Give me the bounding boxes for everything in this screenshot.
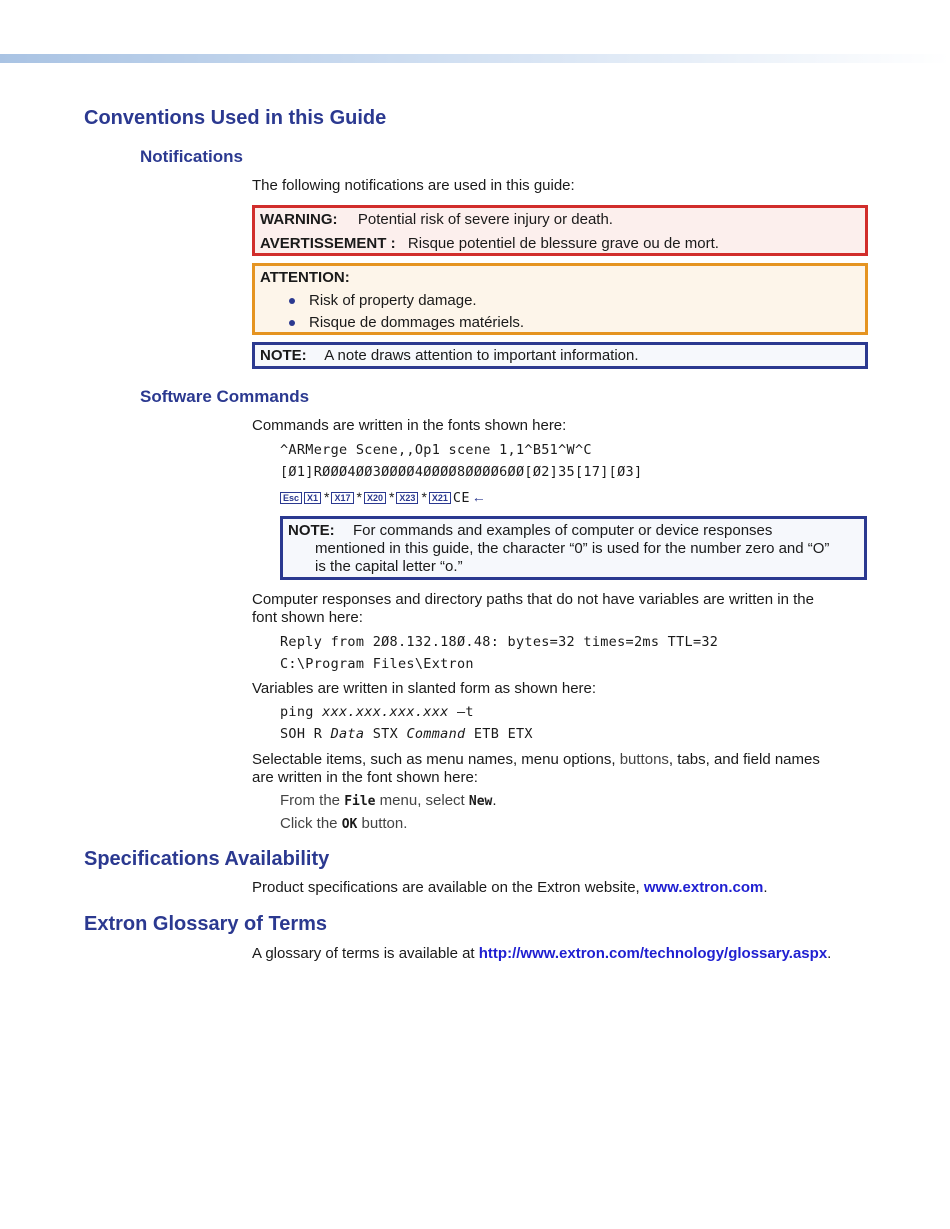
enter-arrow-icon: ← [471,489,486,505]
avertissement-label: AVERTISSEMENT : [260,235,396,252]
note-label: NOTE: [260,347,307,364]
warning-box [252,205,868,256]
key-x17: X17 [331,492,353,504]
note-text: A note draws attention to important information. [324,347,639,364]
var1-part-a: ping [280,704,323,720]
from-part-e: . [492,792,497,809]
attention-box [252,263,868,335]
commands-intro: Commands are written in the fonts shown here: [252,417,567,434]
var2-data: Data [330,726,365,742]
new-menu-option: New [468,794,493,809]
note-box [252,342,868,369]
attention-item-1: Risk of property damage. [309,292,477,309]
variable-example-2 [280,726,533,742]
command-note-line-1: For commands and examples of computer or device responses [353,522,773,539]
avertissement-text: Risque potentiel de blessure grave ou de mort. [407,235,719,252]
file-menu-name: File [344,794,376,809]
warning-text: Potential risk of severe injury or death. [357,211,613,228]
heading-specifications: Specifications Availability [84,848,330,870]
command-note-line-3: is the capital letter “o.” [315,558,463,575]
click-part-a: Click the [280,815,342,832]
bullet-icon [289,298,295,304]
specs-end: . [763,879,768,896]
key-x23: X23 [396,492,418,504]
var1-part-c: —t [448,704,474,720]
responses-intro-line-1: Computer responses and directory paths that do not have variables are written in the [252,591,814,608]
ok-button-name: OK [341,817,358,832]
heading-conventions: Conventions Used in this Guide [84,107,387,129]
glossary-intro: A glossary of terms is available at [252,945,479,962]
asterisk: * [388,489,395,505]
notifications-intro: The following notifications are used in this guide: [252,177,575,194]
glossary-end: . [827,945,832,962]
select-part-a: Selectable items, such as menu names, menu options, [252,751,620,768]
bullet-icon [289,320,295,326]
var2-part-e: ETB ETX [465,726,533,742]
selectable-intro-line-1 [252,751,820,769]
command-example-1: ^ARMerge Scene,,Op1 scene 1,1^B51^W^C [280,442,592,458]
header-gradient-bar [0,54,950,63]
variable-example-1 [280,704,474,720]
selectable-intro-line-2: are written in the font shown here: [252,769,478,786]
command-note-box [280,516,867,580]
heading-software-commands: Software Commands [140,387,310,406]
var2-part-a: SOH R [280,726,331,742]
var2-command: Command [406,726,466,742]
command-example-2: [Ø1]RØØØ4ØØ3ØØØØ4ØØØØ8ØØØØ6ØØ[Ø2]35[17][Ø3] [280,464,643,480]
path-example: C:\Program Files\Extron [280,656,474,672]
extron-website-link[interactable]: www.extron.com [643,879,764,896]
warning-label: WARNING: [260,211,338,228]
variables-intro: Variables are written in slanted form as shown here: [252,680,597,697]
glossary-text [252,945,831,963]
from-part-c: menu, select [375,792,469,809]
heading-glossary: Extron Glossary of Terms [84,913,328,935]
from-part-a: From the [280,792,345,809]
glossary-link[interactable]: http://www.extron.com/technology/glossary.aspx [478,945,828,962]
specs-text: Product specifications are available on the Extron website, [252,879,644,896]
select-part-c: , tabs, and field names [668,751,820,768]
asterisk: * [421,489,427,505]
heading-notifications: Notifications [140,147,243,166]
command-note-label: NOTE: [288,522,335,539]
key-esc: Esc [280,492,302,504]
key-x20: X20 [364,492,386,504]
click-ok-example [280,815,407,834]
command-note-line-2: mentioned in this guide, the character “0” is used for the number zero and “O” [315,540,830,557]
command-ce: CE [452,490,470,506]
specifications-text [252,879,768,897]
var1-variable: xxx.xxx.xxx.xxx [322,704,449,720]
click-part-c: button. [357,815,408,832]
asterisk: * [324,489,330,505]
asterisk: * [356,489,362,505]
response-example: Reply from 2Ø8.132.18Ø.48: bytes=32 times=2ms TTL=32 [280,634,719,650]
responses-intro-line-2: font shown here: [252,609,363,626]
attention-item-2: Risque de dommages matériels. [309,314,525,331]
key-x1: X1 [304,492,321,504]
key-x21: X21 [429,492,451,504]
command-keys-example [280,489,486,506]
select-part-buttons: buttons [619,751,669,768]
attention-label: ATTENTION: [260,269,350,286]
from-file-example [280,792,497,811]
var2-part-c: STX [364,726,407,742]
